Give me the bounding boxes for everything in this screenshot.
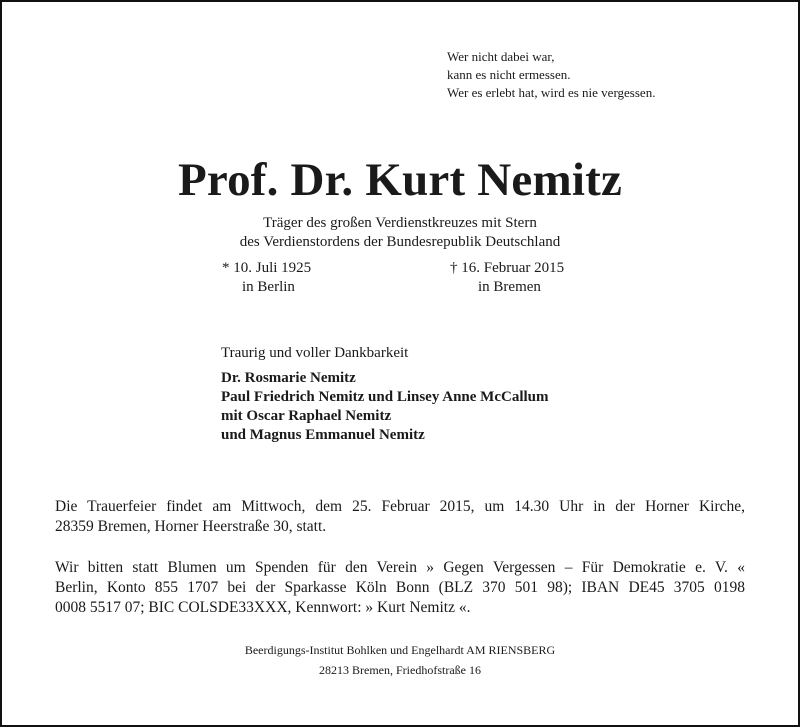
funeral-announcement (55, 497, 745, 537)
funeral-line: Die Trauerfeier findet am Mittwoch, dem 25. Februar 2015, um 14.30 Uhr in der Horner Kirche, (55, 498, 745, 515)
mourners-intro: Traurig und voller Dankbarkeit (221, 345, 409, 361)
deceased-name: Prof. Dr. Kurt Nemitz (177, 154, 623, 206)
honors (0, 214, 800, 252)
mourner-name: und Magnus Emmanuel Nemitz (221, 427, 425, 443)
birth-date: * 10. Juli 1925 (222, 260, 312, 276)
donation-line: Berlin, Konto 855 1707 bei der Sparkasse Köln Bonn (BLZ 370 501 98); IBAN DE45 3705 0198 (55, 579, 745, 596)
quote-line: Wer nicht dabei war, (447, 49, 555, 64)
honor-line: Träger des großen Verdienstkreuzes mit Stern (263, 215, 537, 231)
footer-line: Beerdigungs-Institut Bohlken und Engelhardt AM RIENSBERG (244, 643, 556, 657)
mourners-block (221, 344, 549, 445)
birth-place: in Berlin (242, 279, 295, 295)
quote-line: Wer es erlebt hat, wird es nie vergessen. (447, 85, 656, 100)
donation-request (55, 558, 745, 618)
funeral-home-footer (0, 640, 800, 680)
donation-line: Wir bitten statt Blumen um Spenden für den Verein » Gegen Vergessen – Für Demokratie e. V. « (55, 559, 745, 576)
mourner-name: mit Oscar Raphael Nemitz (221, 408, 392, 424)
epigraph-quote (447, 48, 655, 102)
death-info (450, 259, 564, 297)
funeral-line: 28359 Bremen, Horner Heerstraße 30, statt. (55, 518, 327, 535)
mourner-name: Dr. Rosmarie Nemitz (221, 370, 356, 386)
mourner-name: Paul Friedrich Nemitz und Linsey Anne McCallum (221, 389, 549, 405)
honor-line: des Verdienstordens der Bundesrepublik Deutschland (239, 234, 561, 250)
quote-line: kann es nicht ermessen. (447, 67, 571, 82)
death-date: † 16. Februar 2015 (450, 260, 565, 276)
birth-info (222, 259, 311, 297)
donation-line: 0008 5517 07; BIC COLSDE33XXX, Kennwort: » Kurt Nemitz «. (55, 599, 471, 616)
footer-line: 28213 Bremen, Friedhofstraße 16 (319, 663, 481, 677)
death-place: in Bremen (478, 279, 541, 295)
